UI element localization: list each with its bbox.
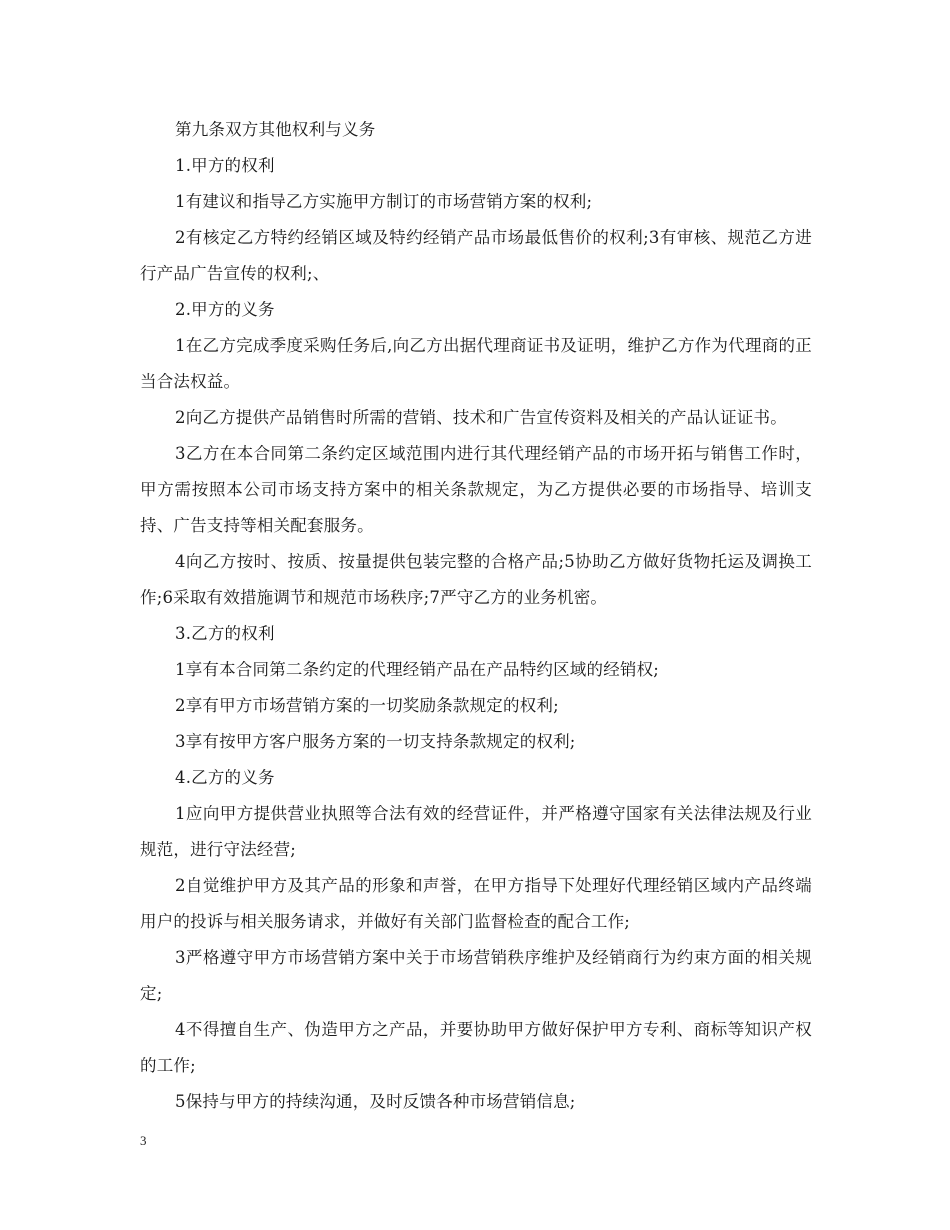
paragraph: 2向乙方提供产品销售时所需的营销、技术和广告宣传资料及相关的产品认证证书。	[175, 408, 787, 427]
paragraph: 1在乙方完成季度采购任务后,向乙方出据代理商证书及证明，维护乙方作为代理商的正当合法权益。	[140, 336, 812, 391]
paragraph-article-title: 第九条双方其他权利与义务	[175, 120, 376, 139]
paragraph-heading-party-b-rights: 3.乙方的权利	[175, 624, 275, 643]
paragraph-heading-party-a-obligations: 2.甲方的义务	[175, 300, 275, 319]
paragraph: 4不得擅自生产、伪造甲方之产品，并要协助甲方做好保护甲方专利、商标等知识产权的工作;	[140, 1020, 812, 1075]
paragraph: 2享有甲方市场营销方案的一切奖励条款规定的权利;	[175, 696, 559, 715]
paragraph: 4向乙方按时、按质、按量提供包装完整的合格产品;5协助乙方做好货物托运及调换工作;6采取有效措施调节和规范市场秩序;7严守乙方的业务机密。	[140, 552, 812, 607]
document-body	[140, 112, 812, 1120]
paragraph: 3严格遵守甲方市场营销方案中关于市场营销秩序维护及经销商行为约束方面的相关规定;	[140, 948, 812, 1003]
paragraph: 1享有本合同第二条约定的代理经销产品在产品特约区域的经销权;	[175, 660, 660, 679]
paragraph: 3享有按甲方客户服务方案的一切支持条款规定的权利;	[175, 732, 576, 751]
paragraph: 1有建议和指导乙方实施甲方制订的市场营销方案的权利;	[175, 192, 593, 211]
paragraph: 3乙方在本合同第二条约定区域范围内进行其代理经销产品的市场开拓与销售工作时，甲方需按照本公司市场支持方案中的相关条款规定，为乙方提供必要的市场指导、培训支持、广告支持等相关配套服务。	[140, 444, 812, 535]
paragraph-heading-party-b-obligations: 4.乙方的义务	[175, 768, 275, 787]
paragraph-heading-party-a-rights: 1.甲方的权利	[175, 156, 275, 175]
paragraph: 1应向甲方提供营业执照等合法有效的经营证件，并严格遵守国家有关法律法规及行业规范，进行守法经营;	[140, 804, 812, 859]
page-number: 3	[140, 1133, 147, 1148]
paragraph: 5保持与甲方的持续沟通，及时反馈各种市场营销信息;	[175, 1092, 576, 1111]
paragraph: 2有核定乙方特约经销区域及特约经销产品市场最低售价的权利;3有审核、规范乙方进行产品广告宣传的权利;、	[140, 228, 812, 283]
paragraph: 2自觉维护甲方及其产品的形象和声誉，在甲方指导下处理好代理经销区域内产品终端用户的投诉与相关服务请求，并做好有关部门监督检查的配合工作;	[140, 876, 812, 931]
